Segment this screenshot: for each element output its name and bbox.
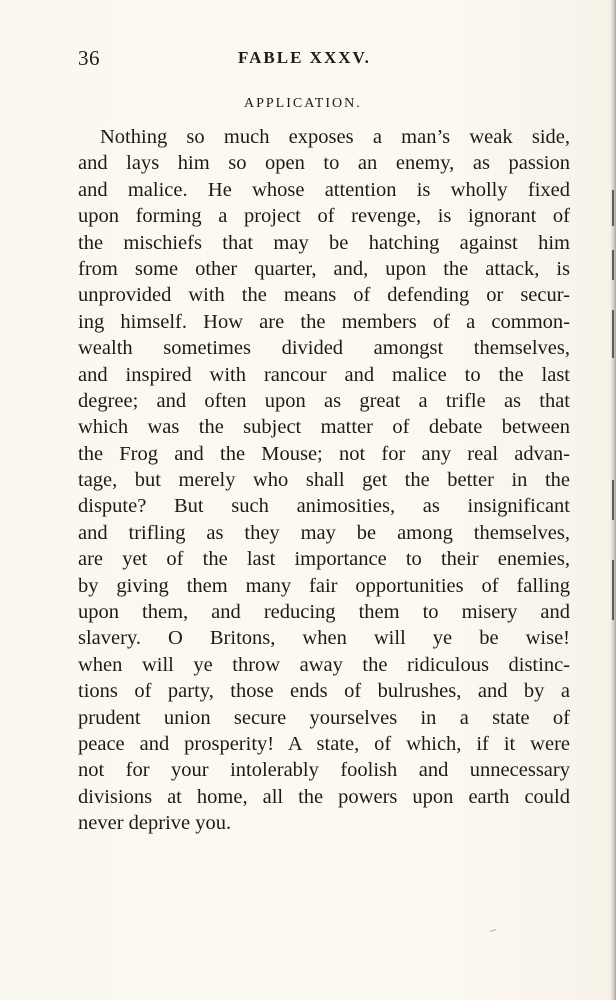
- text-line: when will ye throw away the ridiculous distinc-: [78, 653, 570, 676]
- text-line: divisions at home, all the powers upon earth could: [78, 785, 570, 808]
- text-line: ing himself. How are the members of a common-: [78, 310, 570, 333]
- text-line: Nothing so much exposes a man’s weak side,: [100, 126, 570, 148]
- page-number: 36: [78, 46, 100, 70]
- text-line: which was the subject matter of debate between: [78, 416, 570, 439]
- text-line: wealth sometimes divided amongst themselves,: [78, 337, 570, 360]
- text-line: tage, but merely who shall get the better in the: [78, 469, 570, 492]
- text-line: and lays him so open to an enemy, as passion: [78, 152, 570, 175]
- text-line: and inspired with rancour and malice to the last: [78, 363, 570, 386]
- body-text: [78, 124, 570, 837]
- text-line: degree; and often upon as great a trifle as that: [78, 389, 570, 412]
- text-line: the Frog and the Mouse; not for any real advan-: [78, 442, 570, 465]
- running-head: [78, 46, 568, 76]
- text-line: peace and prosperity! A state, of which, if it were: [78, 732, 570, 755]
- text-line: upon them, and reducing them to misery and: [78, 601, 570, 624]
- page-edge-mark: [612, 250, 614, 280]
- text-line: unprovided with the means of defending or secur-: [78, 284, 570, 307]
- text-line: from some other quarter, and, upon the attack, is: [78, 257, 570, 280]
- text-line: and trifling as they may be among themselves,: [78, 521, 570, 544]
- page-edge-mark: [612, 310, 614, 358]
- text-line: slavery. O Britons, when will ye be wise!: [78, 627, 570, 650]
- text-line: tions of party, those ends of bulrushes, and by a: [78, 680, 570, 703]
- page-edge-mark: [612, 480, 614, 520]
- text-line: the mischiefs that may be hatching against him: [78, 231, 570, 254]
- page-edge-mark: [612, 190, 614, 226]
- page-edge-mark: [612, 560, 614, 620]
- ink-speck: [490, 929, 496, 932]
- running-title: FABLE XXXV.: [238, 48, 371, 67]
- text-line: by giving them many fair opportunities of falling: [78, 574, 570, 597]
- section-title: APPLICATION.: [244, 96, 362, 111]
- text-line: are yet of the last importance to their enemies,: [78, 548, 570, 571]
- text-line: never deprive you.: [78, 812, 232, 835]
- text-line: dispute? But such animosities, as insignificant: [78, 495, 570, 518]
- text-line: upon forming a project of revenge, is ignorant of: [78, 205, 570, 228]
- text-line: prudent union secure yourselves in a state of: [78, 706, 570, 729]
- text-line: and malice. He whose attention is wholly fixed: [78, 178, 570, 201]
- text-line: not for your intolerably foolish and unnecessary: [78, 759, 570, 782]
